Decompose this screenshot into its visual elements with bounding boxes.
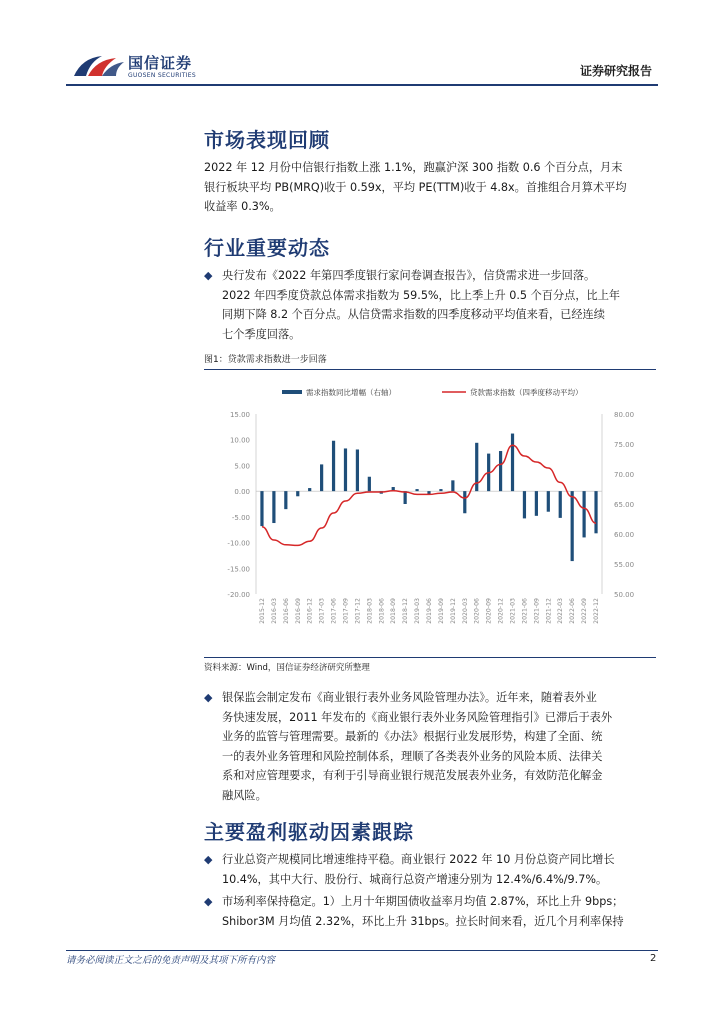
x-axis-tick: 2021-12 (545, 598, 553, 624)
text-line: 业务的监管与管理需要。最新的《办法》根据行业发展形势，构建了全面、统 (222, 730, 603, 743)
x-axis-tick: 2021-03 (509, 598, 517, 624)
bar (559, 491, 562, 518)
x-axis-tick: 2022-12 (593, 598, 601, 624)
x-axis-tick: 2017-09 (342, 598, 350, 624)
text-line: 务快速发展，2011 年发布的《商业银行表外业务风险管理指引》已滞后于表外 (222, 710, 613, 724)
bar (368, 477, 371, 491)
report-type: 证券研究报告 (580, 64, 653, 78)
bar (272, 491, 275, 523)
bullet-item (204, 892, 664, 931)
left-axis-tick: -15.00 (227, 565, 250, 574)
x-axis-tick: 2016-06 (282, 598, 290, 624)
bar (511, 434, 514, 492)
section-title-profit-drivers: 主要盈利驱动因素跟踪 (204, 820, 414, 844)
text-line: 七个季度回落。 (222, 327, 301, 341)
x-axis-tick: 2020-09 (485, 598, 493, 624)
logo-english: GUOSEN SECURITIES (128, 72, 197, 79)
text-line: 10.4%，其中大行、股份行、城商行总资产增速分别为 12.4%/6.4%/9.7%。 (222, 872, 608, 886)
bar (523, 491, 526, 518)
bar (594, 491, 597, 533)
right-axis-tick: 50.00 (614, 591, 635, 599)
diamond-bullet-icon: ◆ (204, 853, 213, 866)
right-axis-tick: 55.00 (614, 561, 635, 569)
x-axis-tick: 2015-12 (258, 598, 266, 624)
market-review-paragraph (204, 158, 664, 217)
page-number: 2 (650, 953, 657, 964)
text-line: 央行发布《2022 年第四季度银行家问卷调查报告》，信贷需求进一步回落。 (222, 269, 596, 282)
x-axis-tick: 2020-12 (497, 598, 505, 624)
loan-demand-chart (204, 372, 656, 656)
bar (344, 448, 347, 491)
bar (463, 491, 466, 513)
bar (439, 489, 442, 491)
x-axis-tick: 2016-12 (306, 598, 314, 624)
x-axis-tick: 2019-12 (449, 598, 457, 624)
text-line: 行业总资产规模同比增速维持平稳。商业银行 2022 年 10 月份总资产同比增长 (222, 853, 615, 866)
right-axis-tick: 80.00 (614, 411, 635, 419)
bar (320, 464, 323, 491)
x-axis-tick: 2019-03 (414, 598, 422, 624)
bullet-item (204, 266, 664, 344)
bar (547, 491, 550, 512)
x-axis-tick: 2018-12 (402, 598, 410, 624)
legend-bar-swatch (282, 390, 302, 394)
x-axis-tick: 2019-09 (437, 598, 445, 624)
bar (535, 491, 538, 516)
x-axis-tick: 2021-09 (533, 598, 541, 624)
bar (415, 489, 418, 491)
x-axis-tick: 2018-03 (366, 598, 374, 624)
diamond-bullet-icon: ◆ (204, 895, 213, 908)
figure-top-rule (204, 369, 656, 370)
left-axis-tick: 15.00 (229, 411, 250, 419)
text-line: 2022 年 12 月份中信银行指数上涨 1.1%，跑赢沪深 300 指数 0.6 个百分点，月末 (204, 161, 623, 174)
footer-disclaimer: 请务必阅读正文之后的免责声明及其项下所有内容 (66, 955, 276, 966)
section-title-industry-news: 行业重要动态 (204, 236, 330, 260)
x-axis-tick: 2021-06 (521, 598, 529, 624)
diamond-bullet-icon: ◆ (204, 269, 213, 282)
text-line: Shibor3M 月均值 2.32%，环比上升 31bps。拉长时间来看，近几个月利率保持 (222, 914, 624, 928)
loan-demand-line (262, 445, 596, 545)
right-axis-tick: 70.00 (614, 471, 635, 479)
text-line: 融风险。 (222, 788, 267, 802)
bar (499, 451, 502, 491)
text-line: 2022 年四季度贷款总体需求指数为 59.5%，比上季上升 0.5 个百分点，比上年 (222, 288, 621, 302)
left-axis-tick: -5.00 (231, 513, 250, 522)
bar (284, 491, 287, 509)
figure-caption: 图1：贷款需求指数进一步回落 (204, 355, 327, 365)
figure-source: 资料来源：Wind，国信证券经济研究所整理 (204, 663, 370, 673)
bullet-item (204, 688, 664, 805)
text-line: 市场利率保持稳定。1）上月十年期国债收益率月均值 2.87%，环比上升 9bps； (222, 895, 624, 908)
bar (296, 491, 299, 496)
x-axis-tick: 2022-09 (581, 598, 589, 624)
right-axis-tick: 60.00 (614, 531, 635, 539)
text-line: 同期下降 8.2 个百分点。从信贷需求指数的四季度移动平均值来看，已经连续 (222, 308, 605, 321)
bullet-item (204, 850, 664, 889)
left-axis-tick: -10.00 (227, 539, 250, 548)
text-line: 一的表外业务管理和风险控制体系，理顺了各类表外业务的风险本质、法律关 (222, 749, 603, 763)
left-axis-tick: 0.00 (234, 488, 250, 497)
section-title-market-review: 市场表现回顾 (204, 128, 330, 152)
text-line: 银行板块平均 PB(MRQ)收于 0.59x，平均 PE(TTM)收于 4.8x。首推组合月算术平均 (204, 180, 627, 194)
diamond-bullet-icon: ◆ (204, 691, 213, 704)
left-axis-tick: -20.00 (227, 591, 250, 599)
x-axis-tick: 2020-03 (461, 598, 469, 624)
figure-bottom-rule (204, 657, 656, 658)
x-axis-tick: 2022-03 (557, 598, 565, 624)
bar (583, 491, 586, 537)
bar (260, 491, 263, 526)
bar (356, 449, 359, 491)
logo-chinese: 国信证券 (128, 54, 193, 72)
x-axis-tick: 2017-06 (330, 598, 338, 624)
x-axis-tick: 2016-09 (294, 598, 302, 624)
footer-rule (66, 950, 658, 951)
x-axis-tick: 2017-12 (354, 598, 362, 624)
bar (404, 491, 407, 504)
legend-label-line: 贷款需求指数（四季度移动平均） (470, 388, 583, 397)
bar (451, 480, 454, 491)
text-line: 银保监会制定发布《商业银行表外业务风险管理办法》。近年来，随着表外业 (222, 691, 597, 704)
x-axis-tick: 2018-09 (390, 598, 398, 624)
x-axis-tick: 2018-06 (378, 598, 386, 624)
right-axis-tick: 65.00 (614, 501, 635, 509)
left-axis-tick: 5.00 (234, 462, 250, 471)
x-axis-tick: 2020-06 (473, 598, 481, 624)
x-axis-tick: 2019-06 (426, 598, 433, 624)
text-line: 收益率 0.3%。 (204, 200, 281, 213)
left-axis-tick: 10.00 (229, 436, 250, 445)
right-axis-tick: 75.00 (614, 441, 635, 449)
legend-label-bars: 需求指数同比增幅（右轴） (306, 388, 396, 397)
x-axis-tick: 2016-03 (270, 598, 278, 624)
header-rule (66, 84, 658, 86)
header (0, 0, 724, 90)
bar (308, 488, 311, 491)
bar (571, 491, 574, 561)
text-line: 系和对应管理要求，有利于引导商业银行规范发展表外业务，有效防范化解金 (222, 769, 603, 782)
x-axis-tick: 2022-06 (569, 598, 577, 624)
guosen-logo-icon (72, 50, 126, 82)
bar (332, 441, 335, 491)
x-axis-tick: 2017-03 (318, 598, 326, 624)
